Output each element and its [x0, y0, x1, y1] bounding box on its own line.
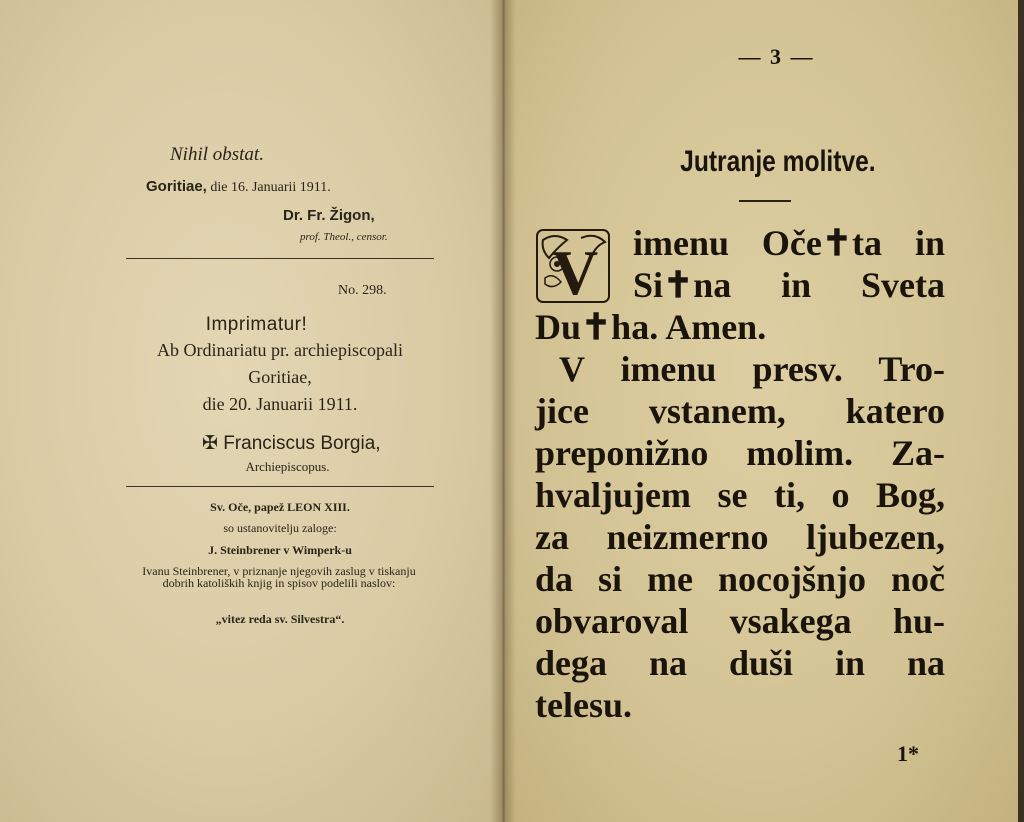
prayer-line-5: jice vstanem, katero [535, 391, 945, 431]
goritiae-2: Goritiae, [248, 367, 312, 387]
left-page [0, 0, 503, 822]
note-last: „vitez reda sv. Silvestra“. [215, 612, 345, 626]
divider-1 [126, 258, 434, 259]
title-rule [739, 200, 791, 202]
page-edge [1018, 0, 1024, 822]
note-line-3: J. Steinbrener v Wimperk-u [208, 543, 352, 557]
imprimatur: Imprimatur! [205, 314, 308, 335]
bishop-name: ✠ Francisc​us Borgia, [202, 433, 381, 454]
censor-name: Dr. Fr. Žigon, [283, 207, 375, 224]
right-page [503, 0, 1020, 822]
prayer-line-11: dega na duši in na [535, 643, 945, 683]
page-title: Jutranje molitve. [680, 145, 876, 178]
divider-2 [126, 486, 434, 487]
prayer-line-8: za neizmerno ljubezen, [535, 517, 945, 557]
nihil-obstat: Nihil obstat. [170, 144, 264, 165]
note-line-2: so ustanovitelju zaloge: [223, 521, 337, 535]
goritiae-date: die 16. Januarii 1911. [210, 180, 331, 195]
prayer-line-10: obvaroval vsakega hu- [535, 601, 945, 641]
signature-mark: 1* [897, 741, 919, 766]
goritiae-city: Goritiae, [146, 178, 207, 195]
note-line-1: Sv. Oče, papež LEON XIII. [210, 500, 350, 514]
date-2: die 20. Januarii 1911. [202, 394, 358, 414]
goritiae-date-line [146, 178, 331, 196]
prayer-line-2: Si✝na in Sveta [633, 265, 945, 305]
ordinariatu: Ab Ordinariatu pr. archiepiscopali [157, 340, 403, 360]
censor-title: prof. Theol., censor. [300, 231, 388, 243]
prayer-line-3: Du✝ha. Amen. [535, 307, 767, 347]
prayer-text [535, 222, 945, 726]
prayer-line-4: V imenu presv. Tro- [559, 349, 945, 389]
page-number: — 3 — [738, 44, 815, 69]
prayer-line-12: telesu. [535, 685, 632, 725]
prayer-line-6: preponižno molim. Za- [535, 433, 945, 473]
note-paragraph: Ivanu Steinbrener, v priznanje njegovih zaslug v tiskanju dobrih katoliških knjig in spisov podelili naslov: [142, 564, 416, 590]
approval-number: No. 298. [338, 283, 387, 298]
book-gutter [490, 0, 516, 822]
prayer-line-1: imenu Oče✝ta in [633, 223, 945, 263]
prayer-line-9: da si me nocojšnjo noč [535, 559, 945, 599]
bishop-title: Archiepiscopus. [245, 459, 330, 474]
dropcap-letter: V [551, 237, 599, 304]
prayer-line-7: hvaljujem se ti, o Bog, [535, 475, 945, 515]
